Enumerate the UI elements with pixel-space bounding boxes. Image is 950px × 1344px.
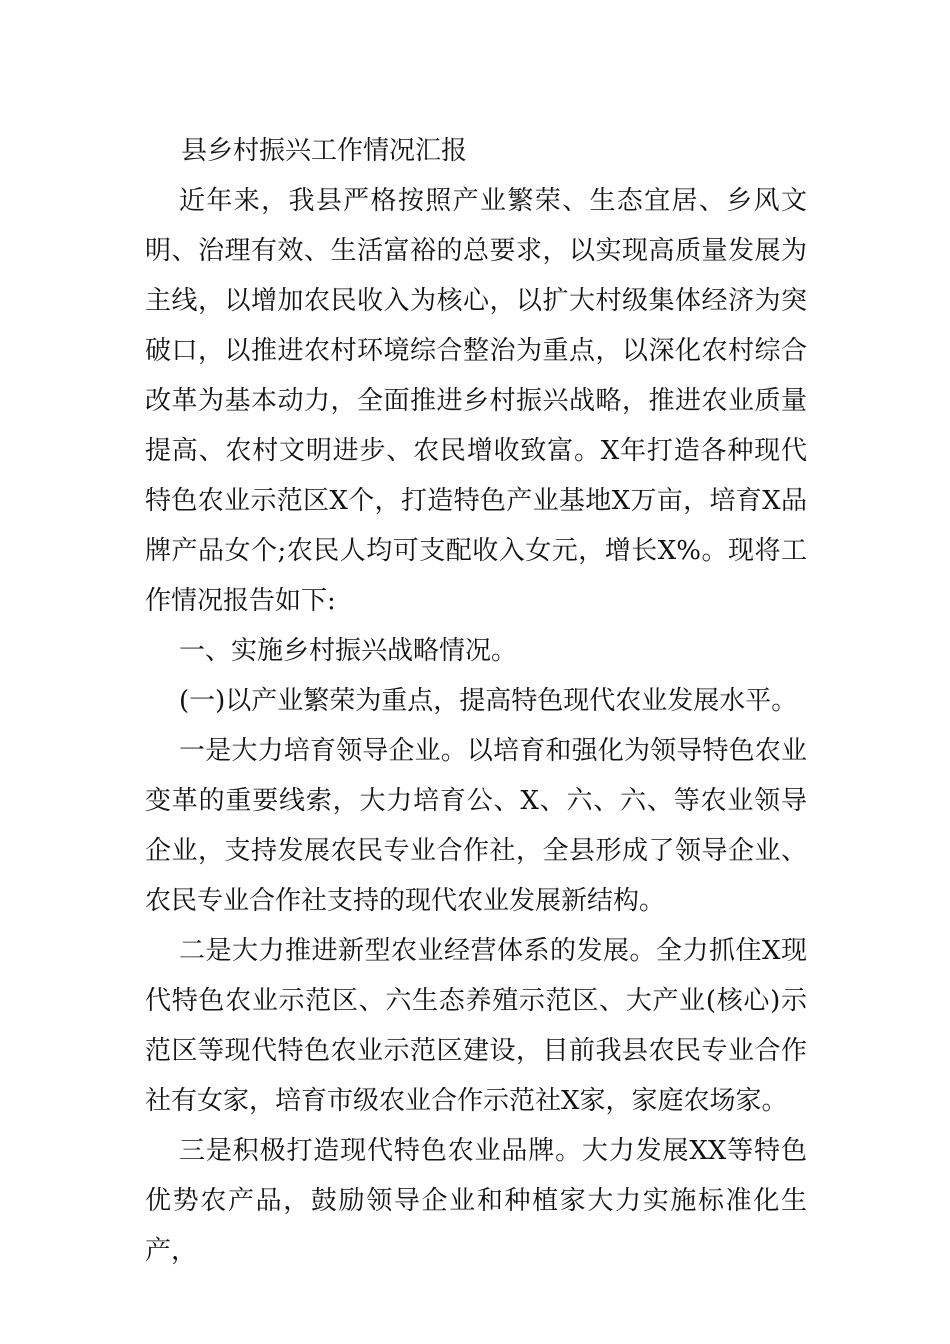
subsection-heading-1: (一)以产业繁荣为重点，提高特色现代农业发展水平。 [179, 686, 798, 716]
paragraph-point-3: 三是积极打造现代特色农业品牌。大力发展XX等特色优势农产品，鼓励领导企业和种植家大力实施标准化生产， [145, 1136, 807, 1266]
section-heading-1: 一、实施乡村振兴战略情况。 [179, 636, 518, 666]
document-title: 县乡村振兴工作情况汇报 [181, 136, 468, 166]
paragraph-point-2: 二是大力推进新型农业经营体系的发展。全力抓住X现代特色农业示范区、六生态养殖示范区、大产业(核心)示范区等现代特色农业示范区建设，目前我县农民专业合作社有女家，培育市级农业合作示范社X家，家庭农场家。 [145, 936, 807, 1116]
paragraph-intro: 近年来，我县严格按照产业繁荣、生态宜居、乡风文明、治理有效、生活富裕的总要求，以实现高质量发展为主线，以增加农民收入为核心，以扩大村级集体经济为突破口，以推进农村环境综合整治为重点，以深化农村综合改革为基本动力，全面推进乡村振兴战略，推进农业质量提高、农村文明进步、农民增收致富。X年打造各种现代特色农业示范区X个，打造特色产业基地X万亩，培育X品牌产品女个;农民人均可支配收入女元，增长X%。现将工作情况报告如下: [145, 186, 807, 616]
paragraph-point-1: 一是大力培育领导企业。以培育和强化为领导特色农业变革的重要线索，大力培育公、X、六、六、等农业领导企业，支持发展农民专业合作社，全县形成了领导企业、农民专业合作社支持的现代农业发展新结构。 [145, 736, 807, 916]
document-body [145, 126, 807, 1276]
